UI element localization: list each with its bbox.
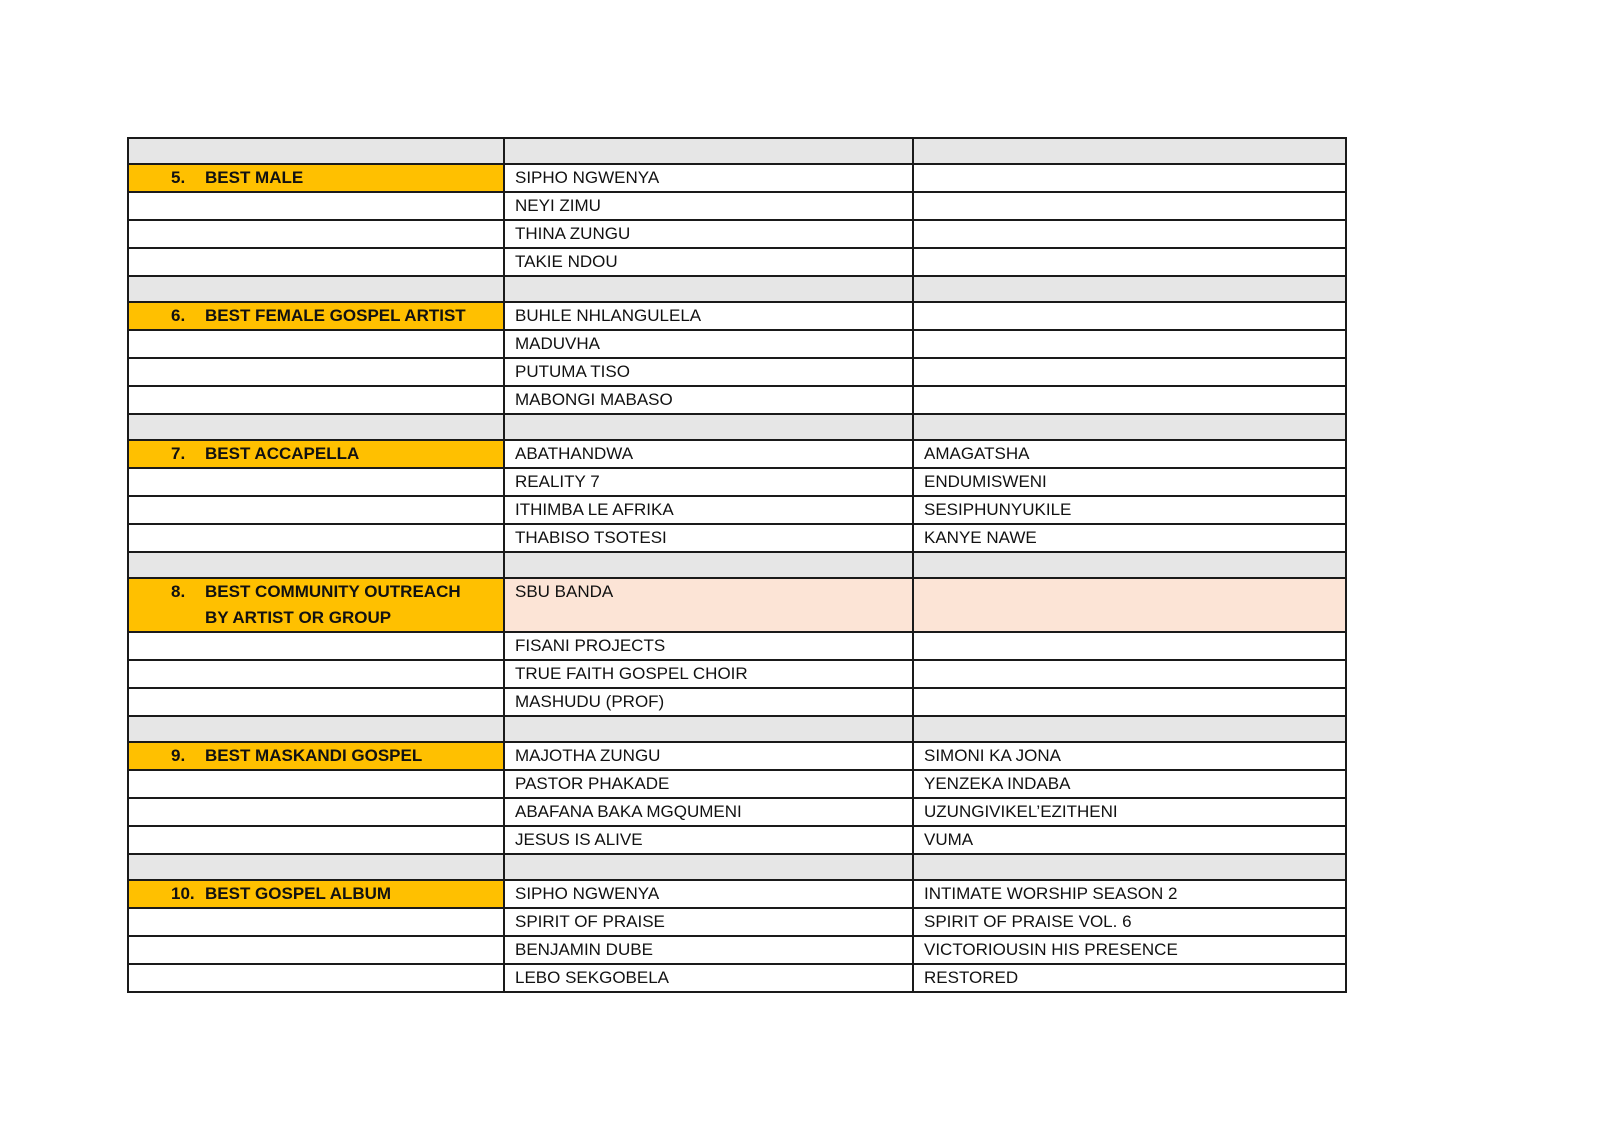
table-row — [128, 770, 1346, 798]
work-cell: ENDUMISWENI — [913, 468, 1346, 496]
category-empty-cell — [128, 524, 504, 552]
spacer-row — [128, 138, 1346, 164]
category-title: BEST GOSPEL ALBUM — [205, 884, 392, 903]
spacer-row — [128, 854, 1346, 880]
table-row — [128, 742, 1346, 770]
spacer-cell — [504, 552, 913, 578]
nominee-cell: THABISO TSOTESI — [504, 524, 913, 552]
work-cell — [913, 386, 1346, 414]
table-row — [128, 248, 1346, 276]
table-body — [128, 138, 1346, 992]
nominee-cell: PUTUMA TISO — [504, 358, 913, 386]
category-empty-cell — [128, 688, 504, 716]
spacer-cell — [504, 138, 913, 164]
table-row — [128, 330, 1346, 358]
table-row — [128, 220, 1346, 248]
work-cell: VICTORIOUSIN HIS PRESENCE — [913, 936, 1346, 964]
table-row — [128, 936, 1346, 964]
table-row — [128, 496, 1346, 524]
table-row — [128, 524, 1346, 552]
work-cell — [913, 632, 1346, 660]
table-row — [128, 302, 1346, 330]
category-title-line2: BY ARTIST OR GROUP — [205, 608, 392, 627]
work-cell: UZUNGIVIKEL’EZITHENI — [913, 798, 1346, 826]
category-title: BEST ACCAPELLA — [205, 444, 360, 463]
work-cell: SIMONI KA JONA — [913, 742, 1346, 770]
category-empty-cell — [128, 330, 504, 358]
category-title-cell — [128, 440, 504, 468]
nominee-cell: MAJOTHA ZUNGU — [504, 742, 913, 770]
nominee-cell: REALITY 7 — [504, 468, 913, 496]
work-cell — [913, 660, 1346, 688]
category-empty-cell — [128, 358, 504, 386]
category-number: 6. — [171, 306, 186, 325]
spacer-cell — [128, 716, 504, 742]
category-empty-cell — [128, 386, 504, 414]
nominee-cell: NEYI ZIMU — [504, 192, 913, 220]
category-empty-cell — [128, 496, 504, 524]
category-empty-cell — [128, 248, 504, 276]
nominee-cell: TAKIE NDOU — [504, 248, 913, 276]
category-empty-cell — [128, 908, 504, 936]
nominees-table — [127, 137, 1347, 993]
work-cell — [913, 192, 1346, 220]
category-empty-cell — [128, 798, 504, 826]
category-number: 8. — [171, 582, 186, 601]
table-row — [128, 358, 1346, 386]
spacer-cell — [128, 552, 504, 578]
category-title-cell — [128, 578, 504, 632]
nominee-cell: MABONGI MABASO — [504, 386, 913, 414]
spacer-cell — [504, 276, 913, 302]
category-empty-cell — [128, 826, 504, 854]
work-cell: YENZEKA INDABA — [913, 770, 1346, 798]
spacer-row — [128, 552, 1346, 578]
work-cell — [913, 688, 1346, 716]
table-row — [128, 632, 1346, 660]
category-title-cell — [128, 164, 504, 192]
work-cell: SPIRIT OF PRAISE VOL. 6 — [913, 908, 1346, 936]
nominee-cell: BUHLE NHLANGULELA — [504, 302, 913, 330]
nominee-cell: SPIRIT OF PRAISE — [504, 908, 913, 936]
spacer-cell — [913, 716, 1346, 742]
work-cell: RESTORED — [913, 964, 1346, 992]
table-row — [128, 826, 1346, 854]
table-row — [128, 440, 1346, 468]
work-cell — [913, 358, 1346, 386]
work-cell — [913, 248, 1346, 276]
table-row — [128, 964, 1346, 992]
work-cell — [913, 302, 1346, 330]
table-row — [128, 688, 1346, 716]
nominee-cell: MADUVHA — [504, 330, 913, 358]
table-row — [128, 386, 1346, 414]
nominee-cell: SIPHO NGWENYA — [504, 164, 913, 192]
table-row — [128, 192, 1346, 220]
category-number: 9. — [171, 746, 186, 765]
category-title-cell — [128, 742, 504, 770]
nominee-cell: BENJAMIN DUBE — [504, 936, 913, 964]
category-number: 7. — [171, 444, 186, 463]
table-row — [128, 164, 1346, 192]
work-cell — [913, 578, 1346, 632]
nominee-cell: TRUE FAITH GOSPEL CHOIR — [504, 660, 913, 688]
work-cell: AMAGATSHA — [913, 440, 1346, 468]
nominee-cell: ABATHANDWA — [504, 440, 913, 468]
table-row — [128, 908, 1346, 936]
work-cell: INTIMATE WORSHIP SEASON 2 — [913, 880, 1346, 908]
work-cell: KANYE NAWE — [913, 524, 1346, 552]
nominee-cell: ITHIMBA LE AFRIKA — [504, 496, 913, 524]
spacer-cell — [128, 414, 504, 440]
spacer-cell — [128, 276, 504, 302]
nominee-cell: SIPHO NGWENYA — [504, 880, 913, 908]
category-empty-cell — [128, 192, 504, 220]
spacer-cell — [913, 552, 1346, 578]
nominee-cell: JESUS IS ALIVE — [504, 826, 913, 854]
table-row — [128, 798, 1346, 826]
spacer-cell — [128, 138, 504, 164]
category-empty-cell — [128, 964, 504, 992]
nominee-cell: LEBO SEKGOBELA — [504, 964, 913, 992]
nominee-cell: SBU BANDA — [504, 578, 913, 632]
spacer-cell — [913, 854, 1346, 880]
nominee-cell: MASHUDU (PROF) — [504, 688, 913, 716]
category-empty-cell — [128, 770, 504, 798]
category-empty-cell — [128, 936, 504, 964]
category-empty-cell — [128, 468, 504, 496]
category-title: BEST MASKANDI GOSPEL — [205, 746, 423, 765]
table-row — [128, 468, 1346, 496]
spacer-row — [128, 276, 1346, 302]
category-title: BEST FEMALE GOSPEL ARTIST — [205, 306, 466, 325]
spacer-row — [128, 716, 1346, 742]
category-empty-cell — [128, 632, 504, 660]
spacer-row — [128, 414, 1346, 440]
category-number: 5. — [171, 168, 186, 187]
spacer-cell — [504, 414, 913, 440]
nominee-cell: ABAFANA BAKA MGQUMENI — [504, 798, 913, 826]
work-cell — [913, 164, 1346, 192]
nominee-cell: THINA ZUNGU — [504, 220, 913, 248]
nominee-cell: PASTOR PHAKADE — [504, 770, 913, 798]
category-empty-cell — [128, 660, 504, 688]
table-row — [128, 578, 1346, 632]
category-title: BEST MALE — [205, 168, 304, 187]
work-cell: VUMA — [913, 826, 1346, 854]
nominee-cell: FISANI PROJECTS — [504, 632, 913, 660]
spacer-cell — [913, 414, 1346, 440]
work-cell: SESIPHUNYUKILE — [913, 496, 1346, 524]
spacer-cell — [504, 716, 913, 742]
category-title: BEST COMMUNITY OUTREACH — [205, 582, 461, 601]
category-empty-cell — [128, 220, 504, 248]
category-number: 10. — [171, 884, 195, 903]
category-title-cell — [128, 880, 504, 908]
category-title-cell — [128, 302, 504, 330]
table-row — [128, 660, 1346, 688]
spacer-cell — [128, 854, 504, 880]
spacer-cell — [504, 854, 913, 880]
work-cell — [913, 220, 1346, 248]
spacer-cell — [913, 276, 1346, 302]
work-cell — [913, 330, 1346, 358]
table-row — [128, 880, 1346, 908]
spacer-cell — [913, 138, 1346, 164]
